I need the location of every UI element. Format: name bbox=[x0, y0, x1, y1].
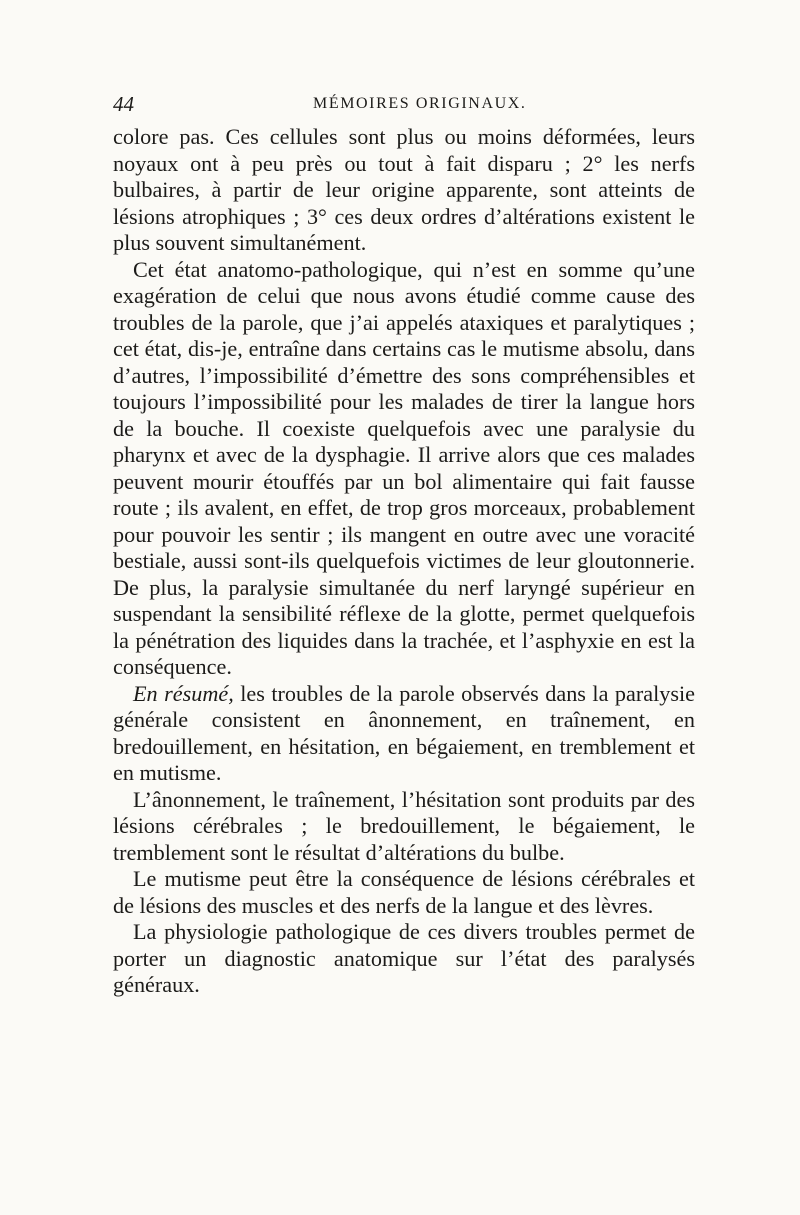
running-title: MÉMOIRES ORIGINAUX. bbox=[313, 95, 527, 112]
paragraph-4-text: L’ânonnement, le traînement, l’hésitation sont produits par des lésions cérébrales ; le bredouillement, le bégaiement, le tremblement sont le résultat d’altérations du bulbe. bbox=[113, 786, 695, 865]
paragraph-4 bbox=[113, 787, 695, 867]
paragraph-2 bbox=[113, 257, 695, 681]
paragraph-6-text: La physiologie pathologique de ces divers troubles permet de porter un diagnostic anatomique sur l’état des paralysés généraux. bbox=[113, 919, 695, 997]
running-head bbox=[113, 92, 693, 118]
paragraph-2-text: Cet état anatomo-pathologique, qui n’est en somme qu’une exagération de celui que nous avons étudié comme cause des troubles de la parole, que j’ai appelés ataxiques et paralytiques ; cet état, dis-je, entraîne dans certains cas le mutisme absolu, dans d’autres, l’impossibilité d’émettre des sons compréhensibles et toujours l’impossibilité pour les malades de tirer la langue hors de la bouche. Il coexiste quelquefois avec une paralysie du pharynx et avec de la dysphagie. Il arrive alors que ces malades peuvent mourir étouffés par un bol alimentaire qui fait fausse route ; ils avalent, en effet, de trop gros morceaux, probablement pour pouvoir les sentir ; ils mangent en outre avec une voracité bestiale, aussi sont-ils quelquefois victimes de leur gloutonnerie. De plus, la paralysie simultanée du nerf laryngé supérieur en suspendant la sensibilité réflexe de la glotte, permet quelquefois la pénétration des liquides dans la trachée, et l’asphyxie en est la conséquence. bbox=[113, 256, 695, 679]
paragraph-3 bbox=[113, 681, 695, 787]
page-number: 44 bbox=[113, 92, 134, 116]
paragraph-1-text: colore pas. Ces cellules sont plus ou moins déformées, leurs noyaux ont à peu près ou tout à fait disparu ; 2° les nerfs bulbaires, à partir de leur origine apparente, sont atteints de lésions atrophiques ; 3° ces deux ordres d’altérations existent le plus souvent simultanément. bbox=[113, 124, 695, 255]
paragraph-1 bbox=[113, 124, 695, 257]
paragraph-3-text: les troubles de la parole observés dans la paralysie générale consistent en ânonnement, en traînement, en bredouillement, en hésitation, en bégaiement, en tremblement et en mutisme. bbox=[113, 680, 696, 785]
body-text bbox=[113, 124, 695, 999]
paragraph-5 bbox=[113, 866, 695, 919]
paragraph-6 bbox=[113, 919, 695, 999]
paragraph-3-lead: En résumé, bbox=[133, 680, 234, 706]
paragraph-5-text: Le mutisme peut être la conséquence de lésions cérébrales et de lésions des muscles et des nerfs de la langue et des lèvres. bbox=[113, 866, 695, 918]
